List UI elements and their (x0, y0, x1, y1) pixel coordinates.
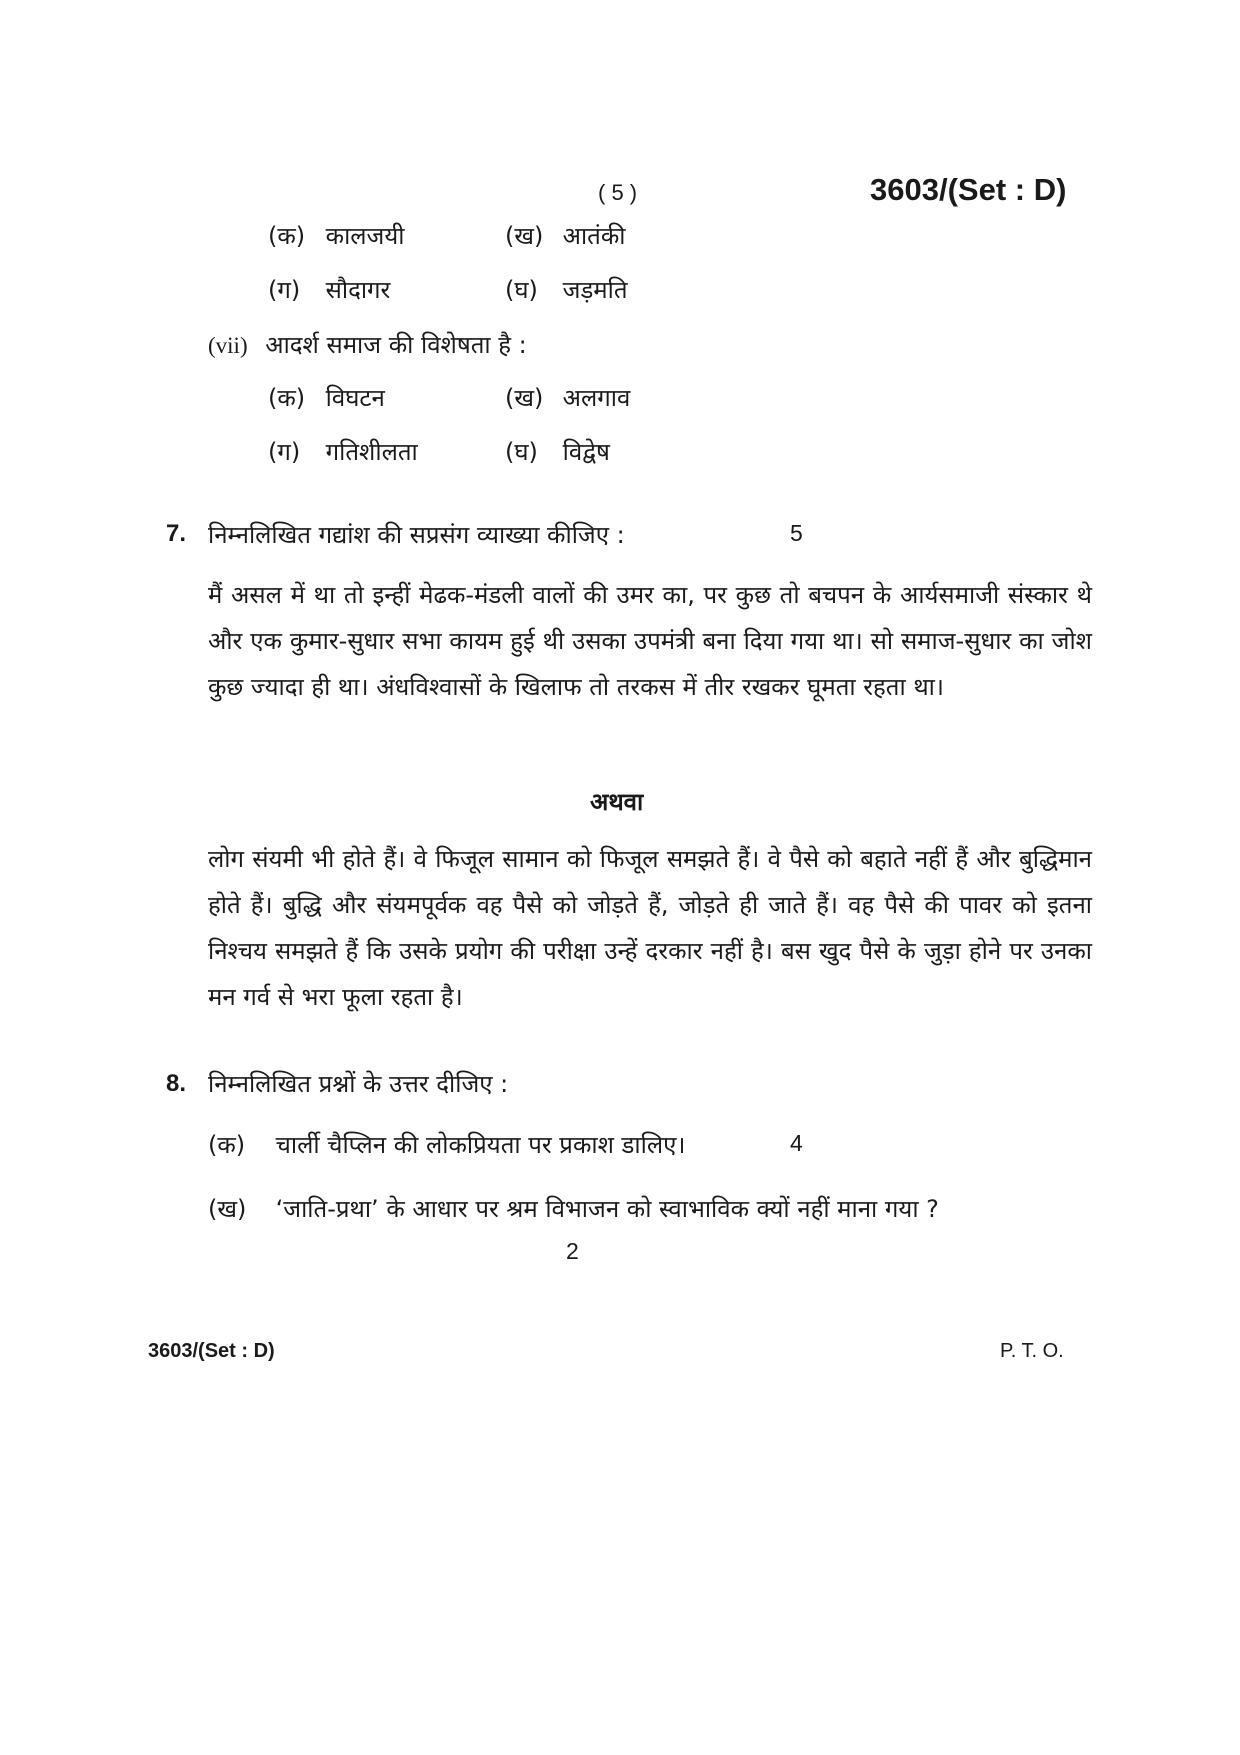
option-row (268, 219, 405, 252)
option-row (505, 273, 628, 306)
option-text: आतंकी (562, 222, 626, 250)
subquestion-text: आदर्श समाज की विशेषता है : (265, 331, 527, 359)
passage-2: लोग संयमी भी होते हैं। वे फिजूल सामान को फिजूल समझते हैं। वे पैसे को बहाते नहीं हैं और बुद्धिमान होते हैं। बुद्धि और संयमपूर्वक वह पैसे को जोड़ते हैं, जोड़ते ही जाते हैं। वह पैसे की पावर को इतना निश्चय समझते हैं कि उसके प्रयोग की परीक्षा उन्हें दरकार नहीं है। बस खुद पैसे के जुड़ा होने पर उनका मन गर्व से भरा फूला रहता है। (208, 845, 1092, 1011)
option-row (268, 273, 390, 306)
option-text: गतिशीलता (325, 438, 418, 466)
question-number: 7. (166, 520, 187, 547)
question-text: निम्नलिखित प्रश्नों के उत्तर दीजिए : (208, 1070, 509, 1098)
option-label: (घ) (505, 438, 538, 466)
pto-label: P. T. O. (1000, 1340, 1064, 1362)
passage-1: मैं असल में था तो इन्हीं मेढक-मंडली वालों की उमर का, पर कुछ तो बचपन के आर्यसमाजी संस्कार थे और एक कुमार-सुधार सभा कायम हुई थी उसका उपमंत्री बना दिया गया था। सो समाज-सुधार का जोश कुछ ज्यादा ही था। अंधविश्वासों के खिलाफ तो तरकस में तीर रखकर घूमता रहता था। (208, 581, 1092, 701)
question-part-a (208, 1128, 685, 1161)
option-label: (ख) (505, 384, 544, 412)
option-label: (क) (268, 384, 306, 412)
subquestion-vii (208, 328, 527, 361)
page-number: ( 5 ) (598, 180, 638, 205)
option-label: (ग) (268, 438, 301, 466)
part-b-marks: 2 (566, 1238, 579, 1264)
or-label: अथवा (590, 788, 644, 816)
question-number: 8. (166, 1070, 187, 1097)
subquestion-label: (vii) (208, 333, 248, 358)
option-label: (ग) (268, 276, 301, 304)
part-a-marks: 4 (790, 1130, 803, 1156)
option-row (268, 435, 418, 468)
option-text: जड़मति (562, 276, 628, 304)
part-text: ‘जाति-प्रथा’ के आधार पर श्रम विभाजन को स्वाभाविक क्यों नहीं माना गया ? (275, 1195, 939, 1223)
option-row (505, 435, 610, 468)
option-label: (क) (268, 222, 306, 250)
question-text: निम्नलिखित गद्यांश की सप्रसंग व्याख्या कीजिए : (208, 521, 625, 549)
option-row (268, 381, 385, 414)
part-label: (क) (208, 1131, 246, 1159)
option-text: सौदागर (325, 276, 391, 304)
set-code-footer: 3603/(Set : D) (148, 1340, 275, 1362)
option-text: विघटन (325, 384, 385, 412)
question-part-b (208, 1192, 939, 1225)
part-label: (ख) (208, 1195, 247, 1223)
option-label: (ख) (505, 222, 544, 250)
part-text: चार्ली चैप्लिन की लोकप्रियता पर प्रकाश डालिए। (275, 1131, 686, 1159)
option-row (505, 219, 626, 252)
set-code-header: 3603/(Set : D) (870, 172, 1067, 207)
option-text: कालजयी (325, 222, 405, 250)
option-row (505, 381, 630, 414)
option-label: (घ) (505, 276, 538, 304)
question-marks: 5 (790, 520, 803, 546)
option-text: विद्वेष (562, 438, 610, 466)
option-text: अलगाव (562, 384, 631, 412)
